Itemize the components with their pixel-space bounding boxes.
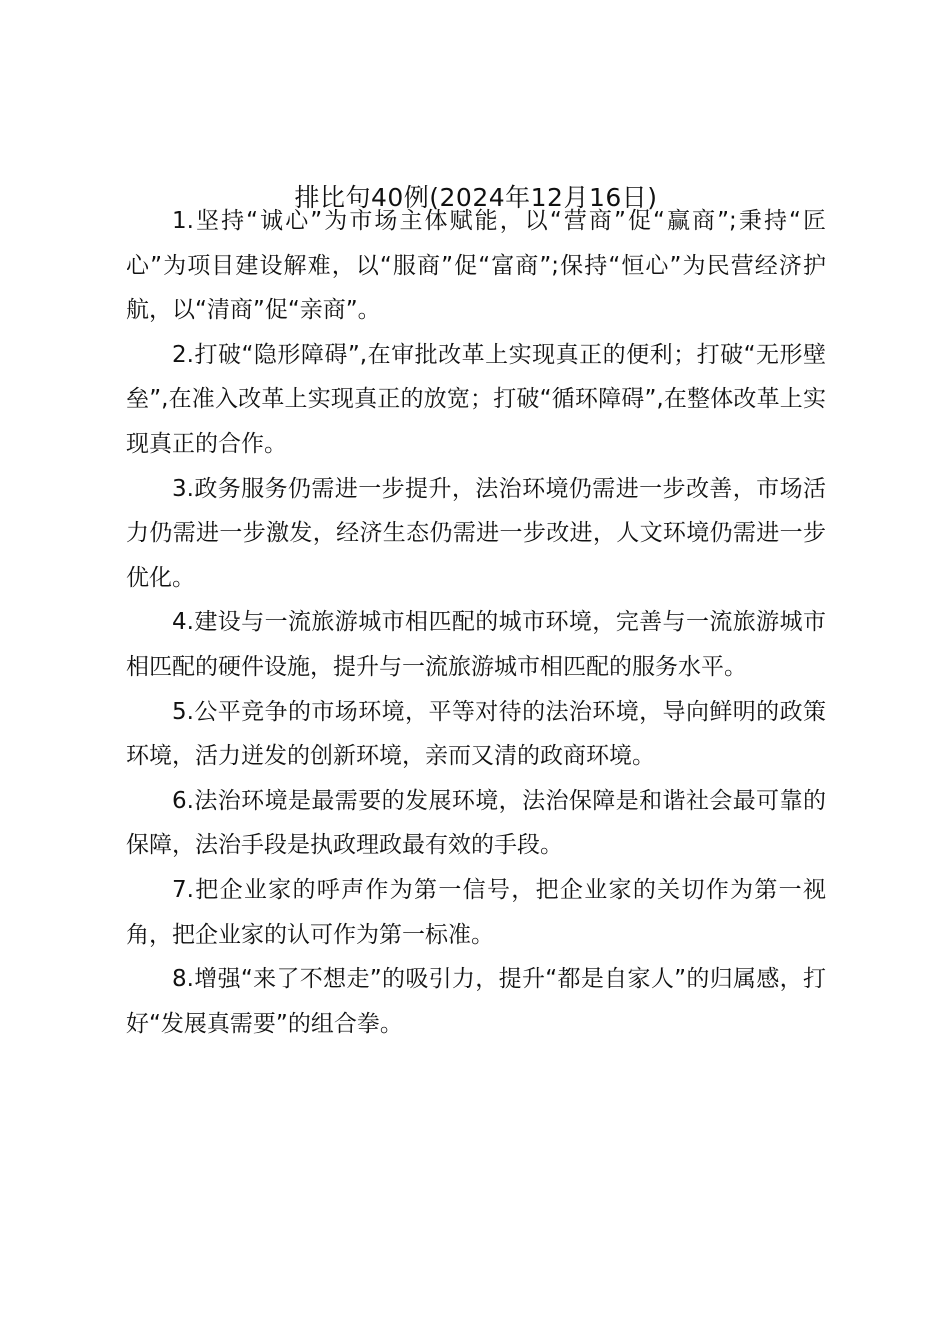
paragraph-5: 5.公平竞争的市场环境，平等对待的法治环境，导向鲜明的政策环境，活力迸发的创新环境，亲而又清的政商环境。 xyxy=(126,698,826,770)
paragraph-6: 6.法治环境是最需要的发展环境，法治保障是和谐社会最可靠的保障，法治手段是执政理政最有效的手段。 xyxy=(126,787,826,859)
paragraph-2: 2.打破“隐形障碍”,在审批改革上实现真正的便利；打破“无形壁垒”,在准入改革上实现真正的放宽；打破“循环障碍”,在整体改革上实现真正的合作。 xyxy=(126,341,826,457)
paragraph-8: 8.增强“来了不想走”的吸引力，提升“都是自家人”的归属感，打好“发展真需要”的组合拳。 xyxy=(126,966,826,1037)
paragraph-7: 7.把企业家的呼声作为第一信号，把企业家的关切作为第一视角，把企业家的认可作为第一标准。 xyxy=(126,876,826,948)
paragraph-1: 1.坚持“诚心”为市场主体赋能，以“营商”促“赢商”;秉持“匠心”为项目建设解难，以“服商”促“富商”;保持“恒心”为民营经济护航，以“清商”促“亲商”。 xyxy=(126,208,826,324)
document-title: 排比句40例(2024年12月16日) xyxy=(294,183,658,212)
document-body xyxy=(126,199,826,1046)
paragraph-4: 4.建设与一流旅游城市相匹配的城市环境，完善与一流旅游城市相匹配的硬件设施，提升与一流旅游城市相匹配的服务水平。 xyxy=(126,609,826,680)
paragraph-3: 3.政务服务仍需进一步提升，法治环境仍需进一步改善，市场活力仍需进一步激发，经济生态仍需进一步改进，人文环境仍需进一步优化。 xyxy=(126,475,826,591)
